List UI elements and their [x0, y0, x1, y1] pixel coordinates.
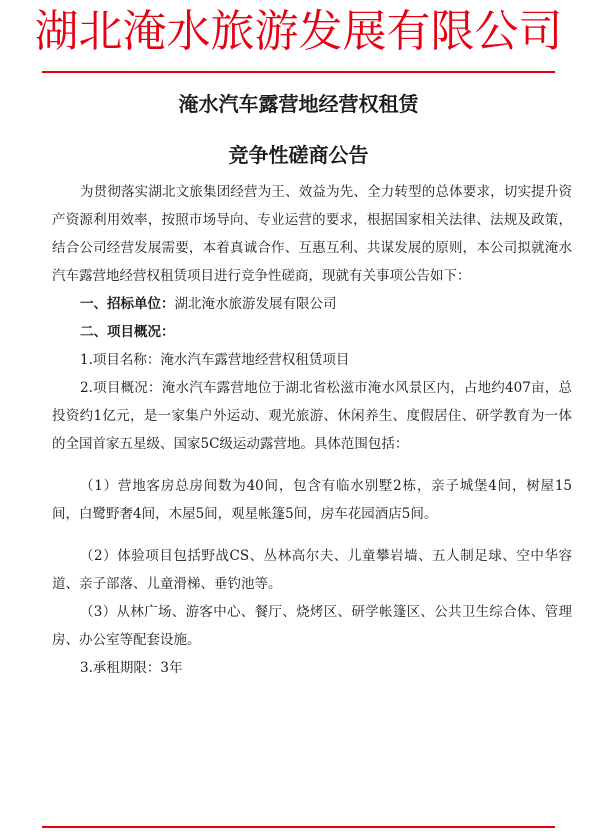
project-overview-item: 2.项目概况：淹水汽车露营地位于湖北省松滋市淹水风景区内，占地约407亩，总投资约1亿元，是一家集户外运动、观光旅游、休闲养生、度假居住、研学教育为一体的全国首家五星级、国家5C级运动露营地。具体范围包括： — [52, 380, 572, 452]
notice-title-line2: 竞争性磋商公告 — [228, 143, 369, 167]
scope-facilities-item: （3）从林广场、游客中心、餐厅、烧烤区、研学帐篷区、公共卫生综合体、管理房、办公室等配套设施。 — [52, 604, 572, 648]
intro-paragraph: 为贯彻落实湖北文旅集团经营为王、效益为先、全力转型的总体要求，切实提升资产资源利用效率，按照市场导向、专业运营的要求，根据国家相关法律、法规及政策，结合公司经营发展需要，本着真诚合作、互惠互利、共谋发展的原则，本公司拟就淹水汽车露营地经营权租赁项目进行竞争性磋商，现就有关事项公告如下： — [52, 184, 572, 284]
project-name-item: 1.项目名称：淹水汽车露营地经营权租赁项目 — [80, 352, 350, 368]
lease-term-item: 3.承租期限：3年 — [80, 660, 183, 676]
section-project-overview-heading: 二、项目概况： — [80, 324, 175, 340]
scope-activities-item: （2）体验项目包括野战CS、丛林高尔夫、儿童攀岩墙、五人制足球、空中华容道、亲子部落、儿童滑梯、垂钓池等。 — [52, 548, 572, 592]
section-tendering-unit — [52, 290, 572, 318]
scope-rooms-item: （1）营地客房总房间数为40间，包含有临水别墅2栋，亲子城堡4间，树屋15间，白鹭野奢4间，木屋5间，观星帐篷5间，房车花园酒店5间。 — [52, 478, 572, 522]
company-letterhead: 湖北淹水旅游发展有限公司 — [34, 6, 563, 57]
tendering-unit-value: 湖北淹水旅游发展有限公司 — [174, 296, 337, 312]
section-heading: 一、招标单位： — [80, 296, 175, 312]
footer-rule — [42, 826, 555, 828]
notice-body — [52, 178, 572, 682]
notice-title-line1: 淹水汽车露营地经营权租赁 — [178, 92, 419, 116]
letterhead-rule — [42, 71, 555, 73]
